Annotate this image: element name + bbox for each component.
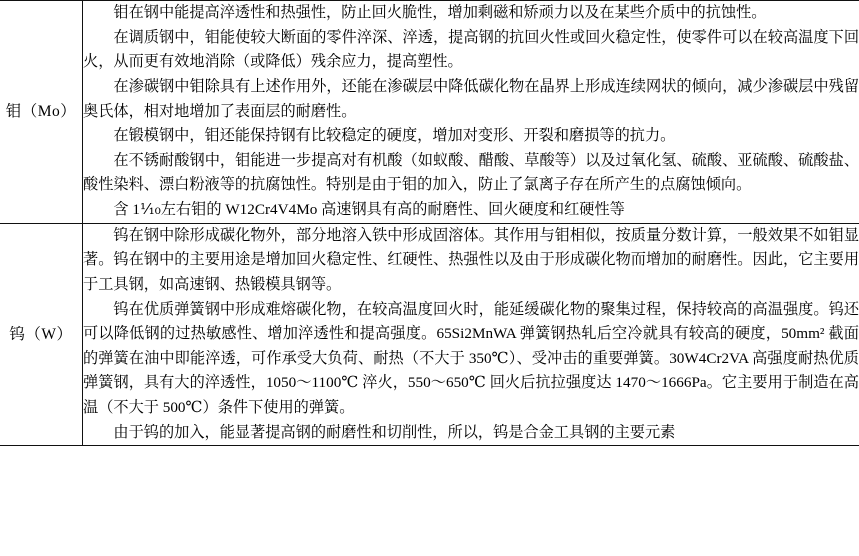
- paragraph: 含 1⅒左右钼的 W12Cr4V4Mo 高速钢具有高的耐磨性、回火硬度和红硬性等: [113, 201, 625, 218]
- element-description-tungsten: [83, 223, 859, 446]
- paragraph: 在调质钢中，钼能使较大断面的零件淬深、淬透，提高钢的抗回火性或回火稳定性，使零件可以在较高温度下回火，从而更有效地消除（或降低）残余应力，提高塑性。: [83, 28, 859, 71]
- table-row: [0, 1, 859, 224]
- paragraph: 在不锈耐酸钢中，钼能进一步提高对有机酸（如蚁酸、醋酸、草酸等）以及过氧化氢、硫酸、亚硫酸、硫酸盐、酸性染料、漂白粉液等的抗腐蚀性。特别是由于钼的加入，防止了氯离子存在所产生的点腐蚀倾向。: [83, 151, 859, 194]
- element-name-tungsten: 钨（W）: [0, 223, 83, 446]
- paragraph: 钨在优质弹簧钢中形成难熔碳化物，在较高温度回火时，能延缓碳化物的聚集过程，保持较高的高温强度。钨还可以降低钢的过热敏感性、增加淬透性和提高强度。65Si2MnWA 弹簧钢热轧后空冷就具有较高的硬度，50mm² 截面的弹簧在油中即能淬透，可作承受大负荷、耐热（不大于 350℃）、受冲击的重要弹簧。30W4Cr2VA 高强度耐热优质弹簧钢，具有大的淬透性，1050～1100℃ 淬火，550～650℃ 回火后抗拉强度达 1470～1666Pa。它主要用于制造在高温（不大于 500℃）条件下使用的弹簧。: [83, 300, 859, 416]
- element-description-molybdenum: [83, 1, 859, 224]
- paragraph: 钼在钢中能提高淬透性和热强性，防止回火脆性，增加剩磁和矫顽力以及在某些介质中的抗蚀性。: [113, 4, 767, 21]
- element-name-molybdenum: 钼（Mo）: [0, 1, 83, 224]
- paragraph: 由于钨的加入，能显著提高钢的耐磨性和切削性，所以，钨是合金工具钢的主要元素: [113, 423, 676, 441]
- table-row: [0, 223, 859, 446]
- paragraph: 钨在钢中除形成碳化物外，部分地溶入铁中形成固溶体。其作用与钼相似，按质量分数计算，一般效果不如钼显著。钨在钢中的主要用途是增加回火稳定性、红硬性、热强性以及由于形成碳化物而增加的耐磨性。因此，它主要用于工具钢，如高速钢、热锻模具钢等。: [83, 226, 859, 293]
- paragraph: 在渗碳钢中钼除具有上述作用外，还能在渗碳层中降低碳化物在晶界上形成连续网状的倾向，减少渗碳层中残留奥氏体，相对地增加了表面层的耐磨性。: [83, 77, 859, 120]
- paragraph: 在锻模钢中，钼还能保持钢有比较稳定的硬度，增加对变形、开裂和磨损等的抗力。: [113, 127, 676, 145]
